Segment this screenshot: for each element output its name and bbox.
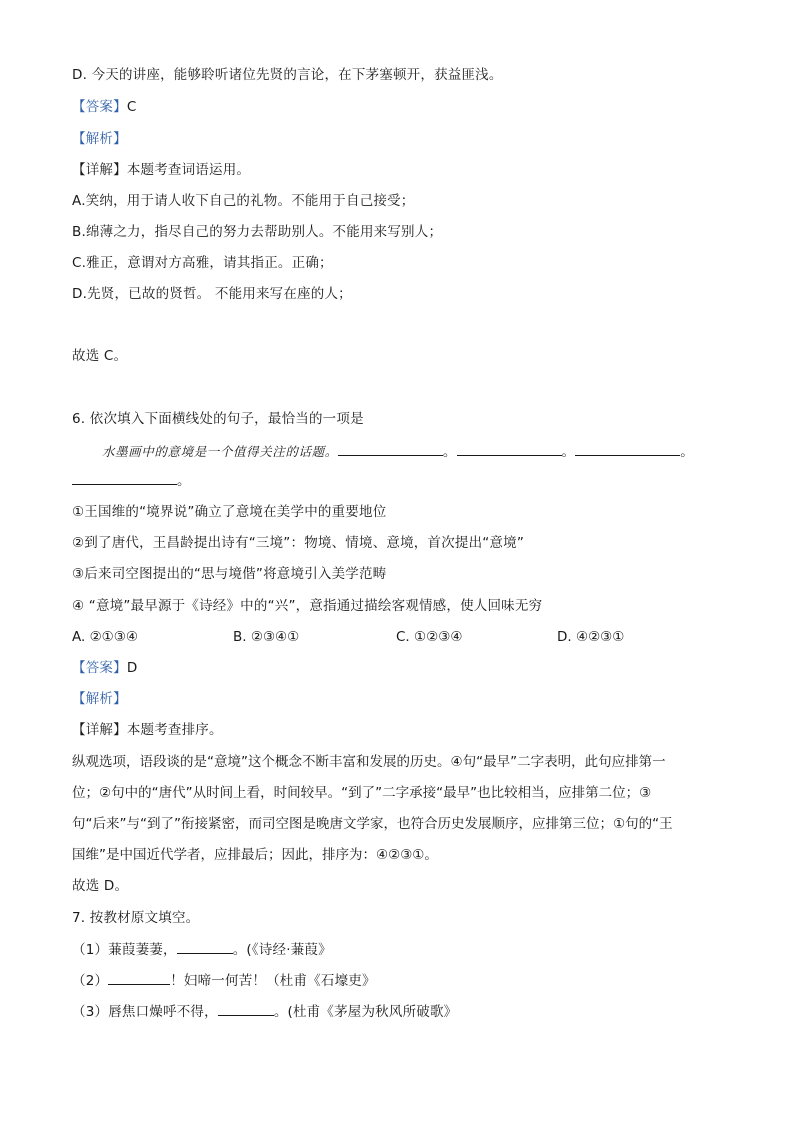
analysis-tag: 【解析】 <box>72 691 127 707</box>
q7-item-1 <box>72 940 332 959</box>
answer-tag: 【答案】 <box>72 99 127 115</box>
q6-sentence-1: ①王国维的“境界说”确立了意境在美学中的重要地位 <box>72 504 387 520</box>
detail-text: 本题考查词语运用。 <box>126 162 251 178</box>
item-text: 唇焦口燥呼不得， <box>108 1004 218 1020</box>
separator: 。 <box>442 444 457 460</box>
item-source: 。(《诗经·蒹葭》 <box>232 942 332 958</box>
separator: 。 <box>680 444 694 460</box>
q6-sentence-2: ②到了唐代，王昌龄提出诗有“三境”：物境、情境、意境，首次提出“意境” <box>72 535 525 551</box>
q5-explanation-d: D.先贤，已故的贤哲。 不能用来写在座的人； <box>72 286 352 302</box>
q5-answer <box>72 98 136 116</box>
answer-tag: 【答案】 <box>72 660 127 676</box>
detail-text: 本题考查排序。 <box>126 722 223 738</box>
q6-option-d: D. ④②③① <box>557 629 625 645</box>
fill-blank <box>108 971 170 985</box>
q6-passage-line-2 <box>72 471 191 490</box>
q5-explanation-c: C.雅正，意谓对方高雅，请其指正。正确； <box>72 255 333 271</box>
q7-stem: 7. 按教材原文填空。 <box>72 910 200 926</box>
item-source: ！妇啼一何苦！（杜甫《石壕吏》 <box>170 973 376 989</box>
answer-value: C <box>126 99 137 115</box>
q5-option-d: D. 今天的讲座，能够聆听诸位先贤的言论，在下茅塞顿开，获益匪浅。 <box>72 67 503 83</box>
item-number: （1） <box>72 942 109 958</box>
q6-option-b: B. ②③④① <box>233 629 300 645</box>
item-text: 蒹葭萋萋， <box>108 942 177 958</box>
q5-detail <box>72 161 250 179</box>
q6-analysis-line-3: 句“后来”与“到了”衔接紧密，而司空图是晚唐文学家，也符合历史发展顺序，应排第三位；①句的“王 <box>72 816 673 832</box>
q6-conclusion: 故选 D。 <box>72 878 129 894</box>
blank-4 <box>72 471 177 485</box>
detail-tag: 【详解】 <box>72 722 127 738</box>
q6-sentence-4: ④ “意境”最早源于《诗经》中的“兴”，意指通过描绘客观情感，使人回味无穷 <box>72 598 543 614</box>
q7-item-2 <box>72 971 376 990</box>
item-number: （3） <box>72 1004 109 1020</box>
q6-passage: 水墨画中的意境是一个值得关注的话题。 <box>102 444 338 459</box>
fill-blank <box>177 940 233 954</box>
q6-sentence-3: ③后来司空图提出的“思与境偕”将意境引入美学范畴 <box>72 566 387 582</box>
blank-2 <box>457 442 562 456</box>
q6-answer <box>72 659 137 677</box>
answer-value: D <box>126 660 138 676</box>
q5-explanation-b: B.绵薄之力，指尽自己的努力去帮助别人。不能用来写别人； <box>72 224 443 240</box>
q5-conclusion: 故选 C。 <box>72 348 128 364</box>
q7-item-3 <box>72 1002 457 1021</box>
q6-passage-line <box>102 442 694 461</box>
analysis-tag: 【解析】 <box>72 131 127 147</box>
q6-analysis-line-1: 纵观选项，语段谈的是“意境”这个概念不断丰富和发展的历史。④句“最早”二字表明，此句应排第一 <box>72 754 666 770</box>
detail-tag: 【详解】 <box>72 162 127 178</box>
q6-option-c: C. ①②③④ <box>396 629 463 645</box>
q6-analysis-line-4: 国维”是中国近代学者，应排最后；因此，排序为：④②③①。 <box>72 847 438 863</box>
q6-analysis-line-2: 位；②句中的“唐代”从时间上看，时间较早。“到了”二字承接“最早”也比较相当，应排第二位；③ <box>72 785 652 801</box>
separator: 。 <box>561 444 576 460</box>
item-number: （2） <box>72 973 109 989</box>
q5-explanation-a: A.笑纳，用于请人收下自己的礼物。不能用于自己接受； <box>72 193 415 209</box>
separator: 。 <box>177 473 191 489</box>
blank-3 <box>575 442 680 456</box>
fill-blank <box>218 1002 274 1016</box>
q6-detail <box>72 721 223 739</box>
item-source: 。(杜甫《茅屋为秋风所破歌》 <box>273 1004 458 1020</box>
q6-option-a: A. ②①③④ <box>72 629 138 645</box>
blank-1 <box>338 442 443 456</box>
q6-stem: 6. 依次填入下面横线处的句子，最恰当的一项是 <box>72 411 364 427</box>
